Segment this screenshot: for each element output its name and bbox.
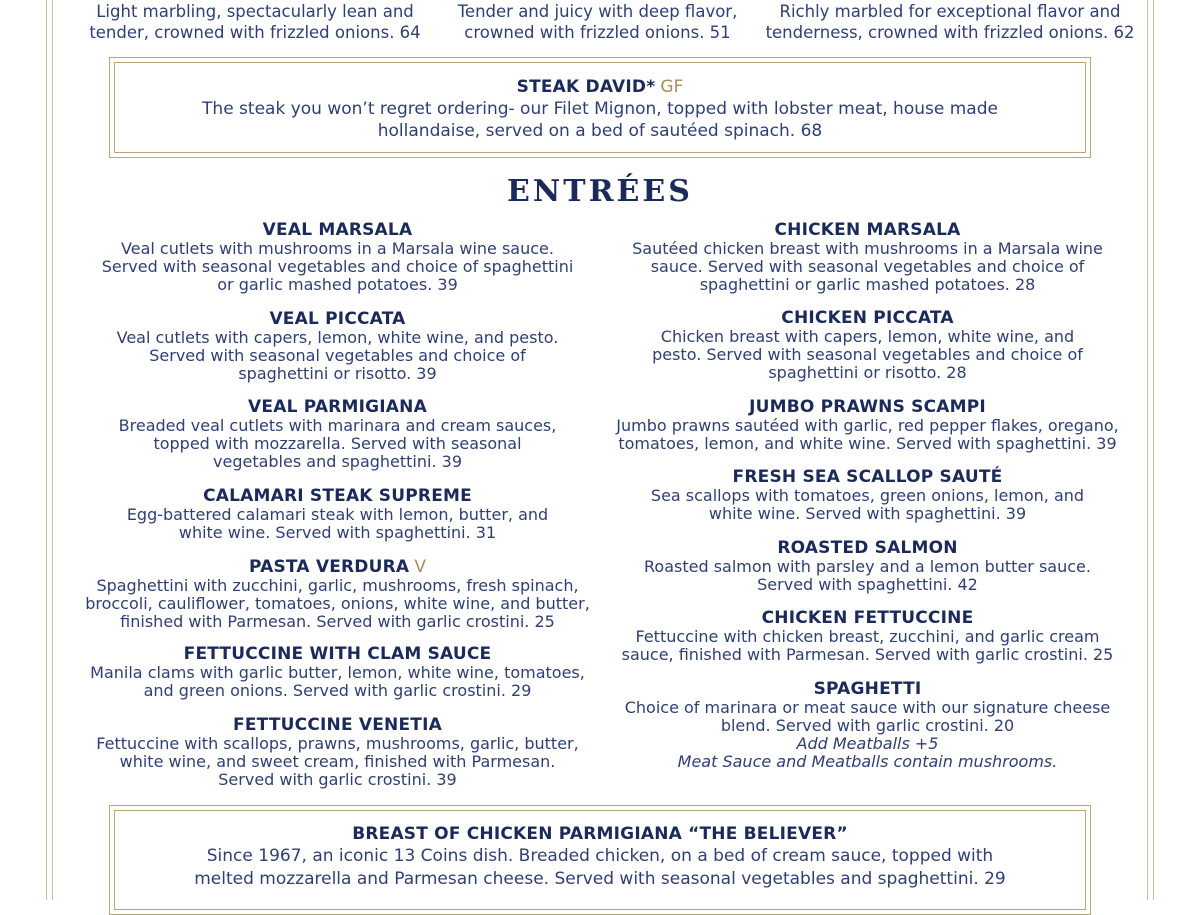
menu-item-desc: Sea scallops with tomatoes, green onions, lemon, and	[650, 486, 1085, 505]
menu-item	[605, 398, 1130, 453]
top-item-1-line1: Light marbling, spectacularly lean and	[96, 2, 414, 21]
menu-item-desc: Manila clams with garlic butter, lemon, white wine, tomatoes,	[90, 663, 585, 682]
top-item-3-line1: Richly marbled for exceptional flavor and	[779, 2, 1121, 21]
menu-item-desc: Chicken breast with capers, lemon, white wine, and	[660, 327, 1075, 346]
top-item-1-line2: tender, crowned with frizzled onions. 64	[89, 23, 421, 42]
menu-item	[80, 221, 595, 294]
menu-item-desc: sauce, finished with Parmesan. Served with garlic crostini. 25	[621, 645, 1114, 664]
page-border-left-inner	[52, 0, 53, 900]
page-border-left-outer	[46, 0, 47, 900]
menu-item-desc: or garlic mashed potatoes. 39	[217, 275, 458, 294]
top-item-2	[420, 1, 775, 43]
top-item-3-line2: tenderness, crowned with frizzled onions. 62	[765, 23, 1135, 42]
menu-item-desc: sauce. Served with seasonal vegetables and choice of	[650, 257, 1085, 276]
menu-item	[605, 609, 1130, 664]
menu-item-desc: Fettuccine with scallops, prawns, mushrooms, garlic, butter,	[96, 734, 579, 753]
menu-item-name: VEAL PICCATA	[269, 309, 406, 329]
menu-item-name: PASTA VERDURA	[248, 557, 410, 577]
steak-david-name: STEAK DAVID*	[516, 77, 656, 97]
menu-item-desc: Served with spaghettini. 42	[757, 575, 978, 594]
menu-item	[605, 539, 1130, 594]
top-item-2-line1: Tender and juicy with deep flavor,	[457, 2, 738, 21]
menu-item-desc: spaghettini or garlic mashed potatoes. 28	[699, 275, 1036, 294]
steak-david-tag: GF	[660, 77, 684, 97]
menu-item-desc: Choice of marinara or meat sauce with our signature cheese	[624, 698, 1111, 717]
page-border-right-inner	[1147, 0, 1148, 900]
section-title-entrees: ENTRÉES	[507, 174, 693, 209]
steak-david-desc-line2: hollandaise, served on a bed of sautéed spinach. 68	[377, 121, 823, 141]
steak-david-frame	[109, 57, 1091, 158]
menu-item-desc: pesto. Served with seasonal vegetables and choice of	[652, 345, 1083, 364]
menu-item	[80, 310, 595, 383]
entrees-left-column	[80, 221, 595, 791]
menu-item-name: VEAL PARMIGIANA	[248, 397, 427, 417]
menu-item	[80, 487, 595, 542]
top-item-1	[60, 1, 450, 43]
menu-item-name: ROASTED SALMON	[777, 538, 958, 558]
menu-item-desc: Served with seasonal vegetables and choice of spaghettini	[101, 257, 574, 276]
believer-desc-line2: melted mozzarella and Parmesan cheese. Served with seasonal vegetables and spaghettini. 29	[194, 869, 1006, 889]
menu-item-name: VEAL MARSALA	[262, 220, 413, 240]
menu-item-desc: broccoli, cauliflower, tomatoes, onions, white wine, and butter,	[85, 594, 590, 613]
page-border-right-outer	[1153, 0, 1154, 900]
menu-item	[80, 645, 595, 700]
menu-item-desc: finished with Parmesan. Served with garlic crostini. 25	[120, 612, 555, 631]
menu-item-desc: Roasted salmon with parsley and a lemon butter sauce.	[644, 557, 1091, 576]
menu-item	[605, 309, 1130, 382]
menu-item-desc: white wine. Served with spaghettini. 31	[178, 523, 497, 542]
believer-desc-line1: Since 1967, an iconic 13 Coins dish. Breaded chicken, on a bed of cream sauce, topped with	[206, 846, 994, 866]
menu-item-desc: blend. Served with garlic crostini. 20	[720, 716, 1015, 735]
menu-item	[80, 557, 595, 631]
believer-frame	[109, 805, 1091, 915]
menu-item-desc: white wine. Served with spaghettini. 39	[708, 504, 1027, 523]
menu-item-name: FETTUCCINE VENETIA	[233, 715, 442, 735]
vegetarian-tag: V	[414, 557, 426, 577]
menu-item-desc: tomatoes, lemon, and white wine. Served with spaghettini. 39	[618, 434, 1117, 453]
believer-name: BREAST OF CHICKEN PARMIGIANA “THE BELIEVER”	[352, 824, 848, 844]
menu-item-name: FETTUCCINE WITH CLAM SAUCE	[183, 644, 492, 664]
steak-david-desc-line1: The steak you won’t regret ordering- our Filet Mignon, topped with lobster meat, house made	[202, 99, 998, 119]
menu-item-name: CHICKEN FETTUCCINE	[761, 608, 974, 628]
menu-item-desc: and green onions. Served with garlic crostini. 29	[143, 681, 532, 700]
menu-item-note: Meat Sauce and Meatballs contain mushrooms.	[677, 752, 1058, 771]
menu-item	[605, 468, 1130, 523]
menu-item	[80, 398, 595, 471]
menu-item-name: SPAGHETTI	[813, 679, 922, 699]
menu-item-name: CHICKEN MARSALA	[774, 220, 961, 240]
menu-item-desc: Spaghettini with zucchini, garlic, mushrooms, fresh spinach,	[96, 576, 579, 595]
menu-item-desc: spaghettini or risotto. 39	[238, 364, 437, 383]
menu-item-name: FRESH SEA SCALLOP SAUTÉ	[732, 467, 1003, 487]
menu-item-desc: topped with mozzarella. Served with seasonal	[153, 434, 522, 453]
menu-item-desc: Fettuccine with chicken breast, zucchini, and garlic cream	[635, 627, 1100, 646]
menu-item-name: JUMBO PRAWNS SCAMPI	[749, 397, 986, 417]
top-item-2-line2: crowned with frizzled onions. 51	[464, 23, 731, 42]
menu-item-desc: vegetables and spaghettini. 39	[213, 452, 462, 471]
menu-item-desc: Veal cutlets with capers, lemon, white wine, and pesto.	[116, 328, 559, 347]
menu-item-desc: Veal cutlets with mushrooms in a Marsala wine sauce.	[121, 239, 554, 258]
menu-item-desc: white wine, and sweet cream, finished with Parmesan.	[119, 752, 556, 771]
top-item-3	[760, 1, 1140, 43]
menu-item-desc: Jumbo prawns sautéed with garlic, red pepper flakes, oregano,	[616, 416, 1119, 435]
menu-item-desc: Sautéed chicken breast with mushrooms in a Marsala wine	[632, 239, 1103, 258]
menu-item	[80, 716, 595, 789]
menu-item-name: CHICKEN PICCATA	[781, 308, 954, 328]
menu-item	[605, 221, 1130, 294]
menu-item-desc: Breaded veal cutlets with marinara and cream sauces,	[118, 416, 557, 435]
entrees-right-column	[605, 221, 1130, 781]
menu-item-desc: Served with garlic crostini. 39	[218, 770, 457, 789]
menu-item-note: Add Meatballs +5	[796, 734, 939, 753]
menu-item-desc: spaghettini or risotto. 28	[768, 363, 967, 382]
menu-item-desc: Served with seasonal vegetables and choice of	[149, 346, 526, 365]
menu-item-name: CALAMARI STEAK SUPREME	[203, 486, 472, 506]
menu-item-desc: Egg-battered calamari steak with lemon, butter, and	[126, 505, 549, 524]
menu-item	[605, 680, 1130, 771]
